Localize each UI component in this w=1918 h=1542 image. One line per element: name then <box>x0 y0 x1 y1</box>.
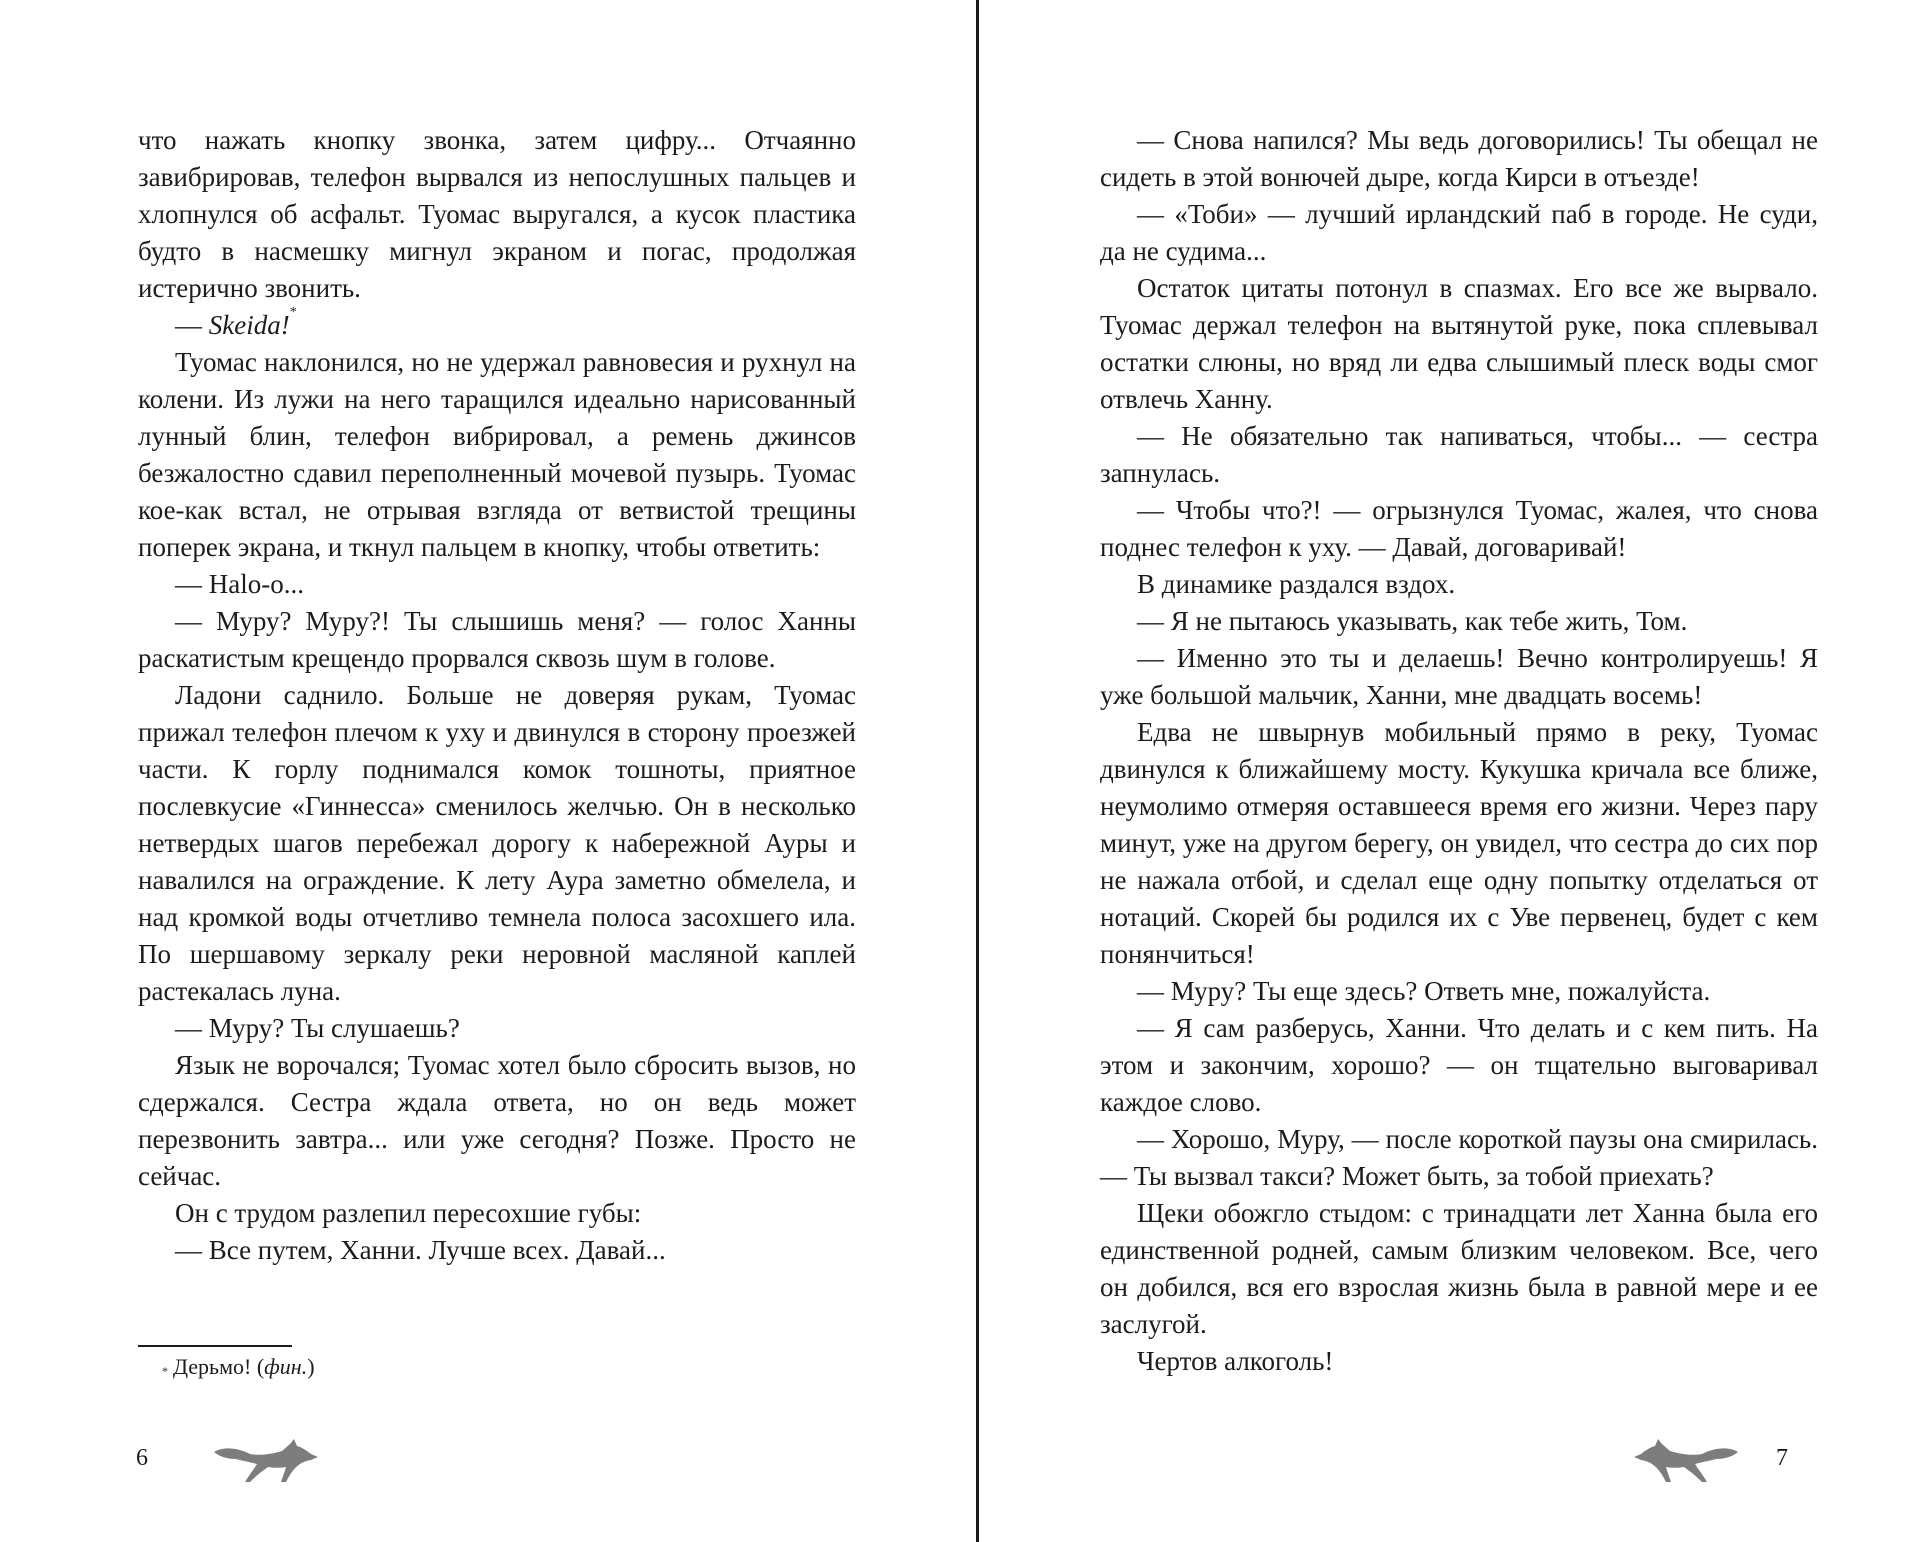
footnote-text: Дерьмо! ( <box>173 1354 265 1379</box>
footnote <box>162 1350 315 1384</box>
paragraph: Ладони саднило. Больше не доверяя рукам, Туомас прижал телефон плечом к уху и двинулся в сторону проезжей части. К горлу поднимался комок тошноты, приятное послевкусие «Гиннесса» сменилось желчью. Он в несколько нетвердых шагов перебежал дорогу к набережной Ауры и навалился на ограждение. К лету Аура заметно обмелела, и над кромкой воды отчетливо темнела полоса засохшего ила. По шершавому зеркалу реки неровной масляной каплей растекалась луна. <box>138 680 856 1006</box>
footnote-mark: * <box>162 1364 168 1378</box>
footnote-close: ) <box>307 1354 315 1379</box>
running-fox-icon <box>210 1430 322 1486</box>
paragraph: — Halo-o... <box>175 569 304 599</box>
left-page <box>138 122 856 1269</box>
paragraph: — Муру? Муру?! Ты слышишь меня? — голос Ханны раскатистым крещендо прорвался сквозь шум в голове. <box>138 606 856 673</box>
footnote-rule <box>138 1345 292 1347</box>
paragraph <box>138 307 856 344</box>
paragraph: — Я сам разберусь, Ханни. Что делать и с кем пить. На этом и закончим, хорошо? — он тщательно выговаривал каждое слово. <box>1100 1013 1818 1117</box>
paragraph: Едва не швырнув мобильный прямо в реку, Туомас двинулся к ближайшему мосту. Кукушка кричала все ближе, неумолимо отмеряя оставшееся время его жизни. Через пару минут, уже на другом берегу, он увидел, что сестра до сих пор не нажала отбой, и сделал еще одну попытку отделаться от нотаций. Скорей бы родился их с Уве первенец, будет с кем понянчиться! <box>1100 717 1818 969</box>
right-page <box>1100 122 1818 1380</box>
running-fox-icon <box>1630 1430 1742 1486</box>
paragraph: Язык не ворочался; Туомас хотел было сбросить вызов, но сдержался. Сестра ждала ответа, но он ведь может перезвонить завтра... или уже сегодня? Позже. Просто не сейчас. <box>138 1050 856 1191</box>
left-page-text <box>138 122 856 1269</box>
paragraph: Туомас наклонился, но не удержал равновесия и рухнул на колени. Из лужи на него таращился идеально нарисованный лунный блин, телефон вибрировал, а ремень джинсов безжалостно сдавил переполненный мочевой пузырь. Туомас кое-как встал, не отрывая взгляда от ветвистой трещины поперек экрана, и ткнул пальцем в кнопку, чтобы ответить: <box>138 347 856 562</box>
paragraph: — Все путем, Ханни. Лучше всех. Давай... <box>175 1235 666 1265</box>
paragraph: Щеки обожгло стыдом: с тринадцати лет Ханна была его единственной родней, самым близким человеком. Все, чего он добился, вся его взрослая жизнь была в равной мере и ее заслугой. <box>1100 1198 1818 1339</box>
paragraph: Остаток цитаты потонул в спазмах. Его все же вырвало. Туомас держал телефон на вытянутой руке, пока сплевывал остатки слюны, но вряд ли едва слышимый плеск воды смог отвлечь Ханну. <box>1100 273 1818 414</box>
page-number-left: 6 <box>136 1445 148 1471</box>
paragraph: В динамике раздался вздох. <box>1137 569 1456 599</box>
paragraph: — Чтобы что?! — огрызнулся Туомас, жалея, что снова поднес телефон к уху. — Давай, договаривай! <box>1100 495 1818 562</box>
paragraph: — Снова напился? Мы ведь договорились! Ты обещал не сидеть в этой вонючей дыре, когда Кирси в отъезде! <box>1100 125 1818 192</box>
paragraph: — Я не пытаюсь указывать, как тебе жить, Том. <box>1137 606 1688 636</box>
paragraph: — «Тоби» — лучший ирландский паб в городе. Не суди, да не судима... <box>1100 199 1818 266</box>
dash: — <box>175 310 209 340</box>
book-spine <box>976 0 979 1542</box>
paragraph: — Муру? Ты слушаешь? <box>175 1013 460 1043</box>
paragraph: — Хорошо, Муру, — после короткой паузы она смирилась. — Ты вызвал такси? Может быть, за тобой приехать? <box>1100 1124 1818 1191</box>
footnote-reference[interactable]: * <box>289 305 297 320</box>
paragraph: Он с трудом разлепил пересохшие губы: <box>175 1198 642 1228</box>
exclamation-italic: Skeida! <box>208 310 290 340</box>
paragraph: Чертов алкоголь! <box>1137 1346 1334 1376</box>
footnote-language: фин. <box>264 1354 308 1379</box>
page-number-right: 7 <box>1776 1445 1788 1471</box>
paragraph: — Не обязательно так напиваться, чтобы... — сестра запнулась. <box>1100 421 1818 488</box>
paragraph: — Именно это ты и делаешь! Вечно контролируешь! Я уже большой мальчик, Ханни, мне двадцать восемь! <box>1100 643 1818 710</box>
paragraph: что нажать кнопку звонка, затем цифру... Отчаянно завибрировав, телефон вырвался из непослушных пальцев и хлопнулся об асфальт. Туомас выругался, а кусок пластика будто в насмешку мигнул экраном и погас, продолжая истерично звонить. <box>138 125 856 303</box>
right-page-text <box>1100 122 1818 1380</box>
paragraph: — Муру? Ты еще здесь? Ответь мне, пожалуйста. <box>1137 976 1711 1006</box>
